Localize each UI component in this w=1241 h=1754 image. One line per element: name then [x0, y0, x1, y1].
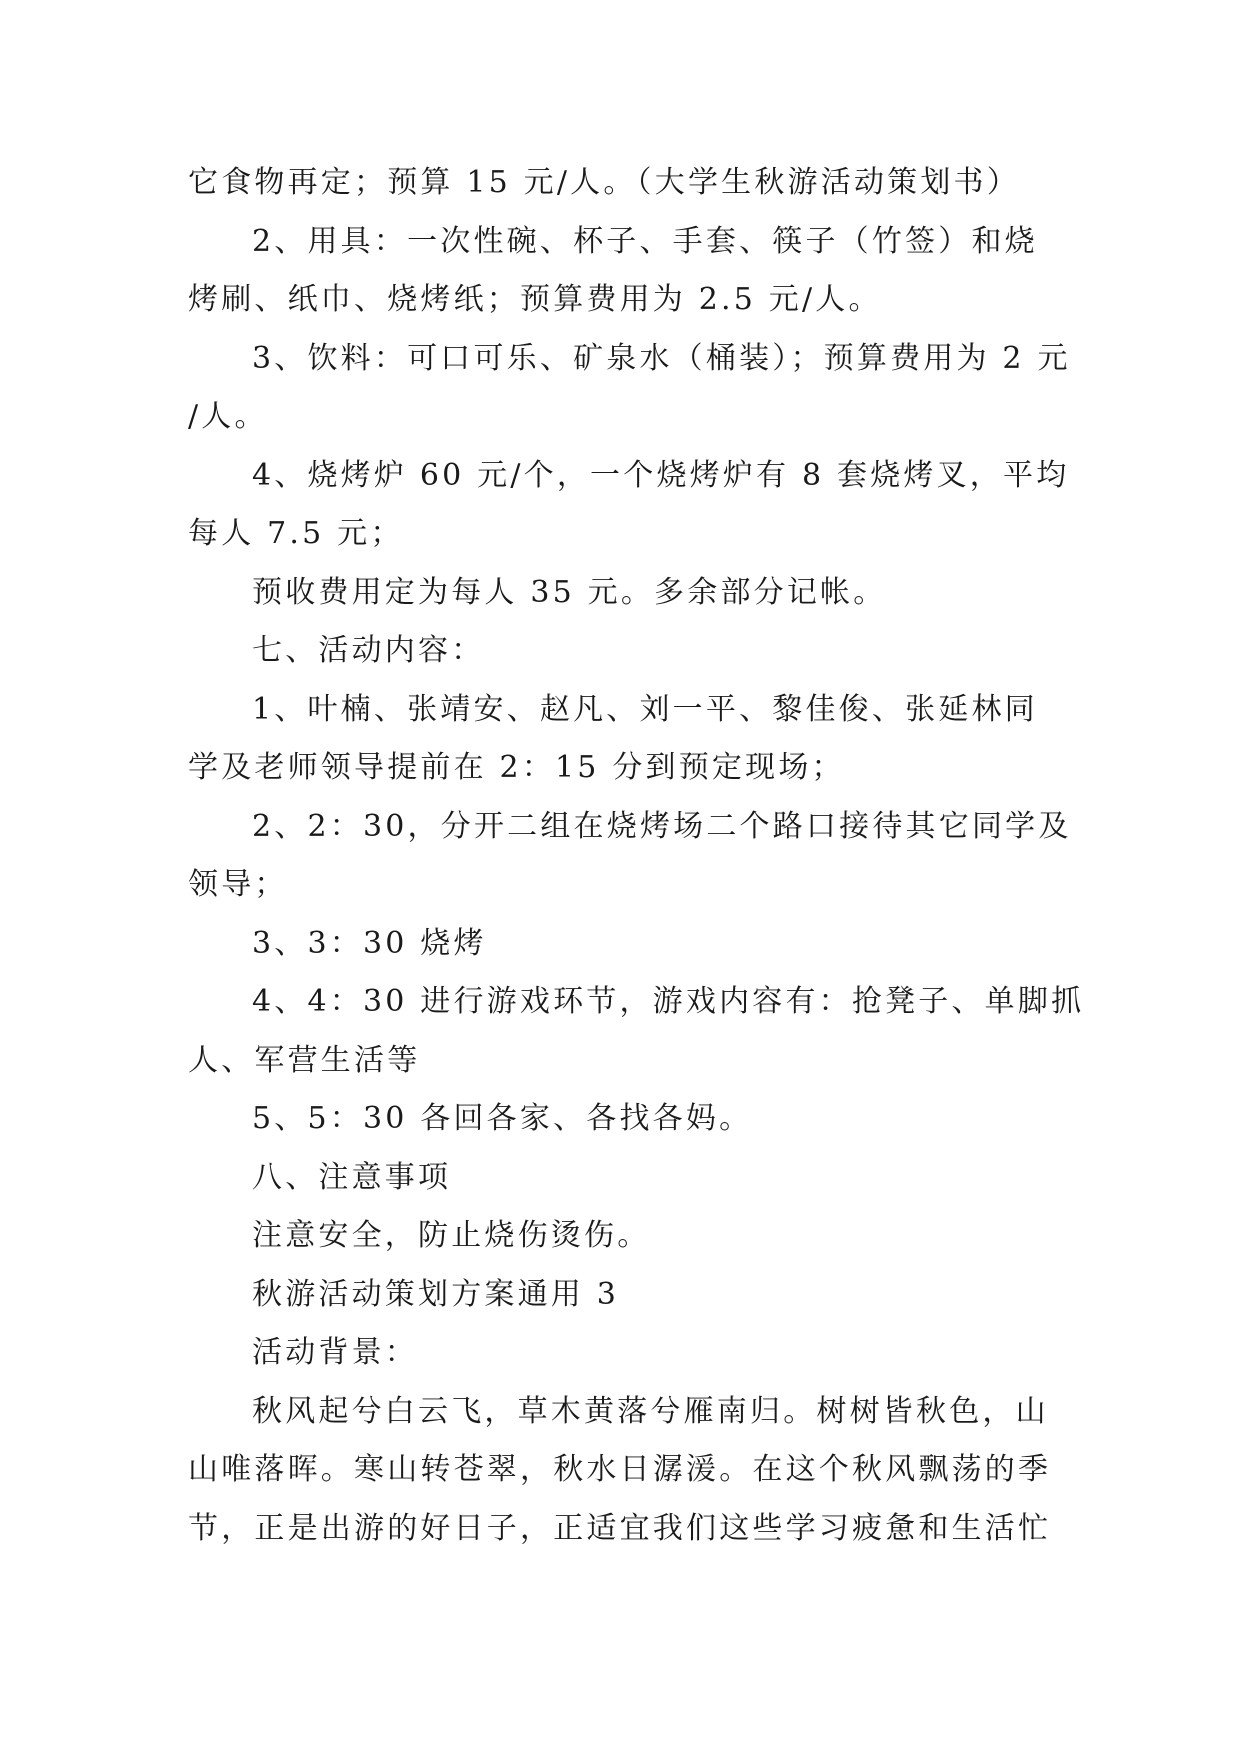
- section-heading: 活动背景：: [252, 1335, 418, 1370]
- text-line: 烤刷、纸巾、烧烤纸；预算费用为 2.5 元/人。: [188, 282, 882, 317]
- text-line: 每人 7.5 元；: [188, 516, 404, 551]
- document-body: [188, 154, 1085, 1558]
- text-line: 注意安全，防止烧伤烫伤。: [252, 1218, 651, 1253]
- text-line: 山唯落晖。寒山转苍翠，秋水日潺湲。在这个秋风飘荡的季: [188, 1452, 1052, 1487]
- text-line: 秋风起兮白云飞，草木黄落兮雁南归。树树皆秋色，山: [252, 1393, 1049, 1429]
- text-line: 节，正是出游的好日子，正适宜我们这些学习疲惫和生活忙: [188, 1510, 1052, 1546]
- text-line: 1、叶楠、张靖安、赵凡、刘一平、黎佳俊、张延林同: [252, 691, 1038, 727]
- text-line: 预收费用定为每人 35 元。多余部分记帐。: [252, 574, 887, 610]
- text-line: 领导；: [188, 867, 288, 902]
- text-line: 2、用具：一次性碗、杯子、手套、筷子（竹签）和烧: [252, 223, 1038, 259]
- section-heading: 七、活动内容：: [252, 633, 485, 668]
- section-heading: 八、注意事项: [252, 1159, 452, 1195]
- text-line: 学及老师领导提前在 2：15 分到预定现场；: [188, 750, 845, 785]
- text-line: /人。: [188, 399, 268, 434]
- text-line: 4、4：30 进行游戏环节，游戏内容有：抢凳子、单脚抓: [252, 984, 1085, 1019]
- text-line: 5、5：30 各回各家、各找各妈。: [252, 1101, 753, 1136]
- text-line: 3、3：30 烧烤: [252, 925, 487, 961]
- section-title: 秋游活动策划方案通用 3: [252, 1276, 620, 1312]
- text-line: 人、军营生活等: [188, 1042, 421, 1078]
- text-line: 4、烧烤炉 60 元/个，一个烧烤炉有 8 套烧烤叉，平均: [252, 457, 1070, 493]
- text-line: 2、2：30，分开二组在烧烤场二个路口接待其它同学及: [252, 808, 1072, 844]
- text-line: 它食物再定；预算 15 元/人。（大学生秋游活动策划书）: [188, 165, 1020, 200]
- text-line: 3、饮料：可口可乐、矿泉水（桶装）；预算费用为 2 元: [252, 340, 1071, 376]
